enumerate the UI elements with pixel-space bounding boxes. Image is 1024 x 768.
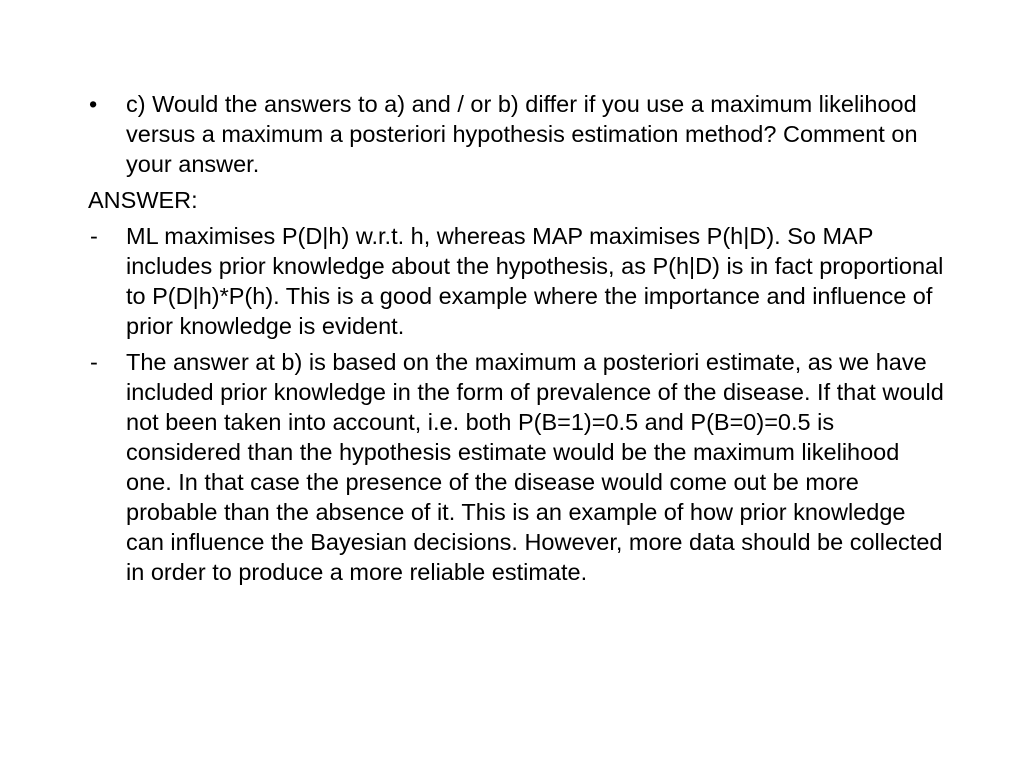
answer-text: The answer at b) is based on the maximum a posteriori estimate, as we have included prior knowledge in the form of prevalence of the disease. If that would not been taken into account, i.e. both P(B=1)=0.5 and P(B=0)=0.5 is considered than the hypothesis estimate would be the maximum likelihood one. In that case the presence of the disease would come out be more probable than the absence of it. This is an example of how prior knowledge can influence the Bayesian decisions. However, more data should be collected in order to produce a more reliable estimate. [126, 349, 944, 585]
slide-content [88, 89, 948, 593]
answer-text: ML maximises P(D|h) w.r.t. h, whereas MAP maximises P(h|D). So MAP includes prior knowledge about the hypothesis, as P(h|D) is in fact proportional to P(D|h)*P(h). This is a good example where the importance and influence of prior knowledge is evident. [126, 223, 944, 339]
answer-item [88, 221, 948, 341]
dash-marker: - [90, 223, 98, 249]
answer-item [88, 347, 948, 587]
question-item [88, 89, 948, 179]
dash-marker: - [90, 349, 98, 375]
bullet-marker: • [89, 91, 98, 117]
answer-heading: ANSWER: [88, 187, 198, 213]
question-text: c) Would the answers to a) and / or b) differ if you use a maximum likelihood versus a maximum a posteriori hypothesis estimation method? Comment on your answer. [126, 91, 918, 177]
